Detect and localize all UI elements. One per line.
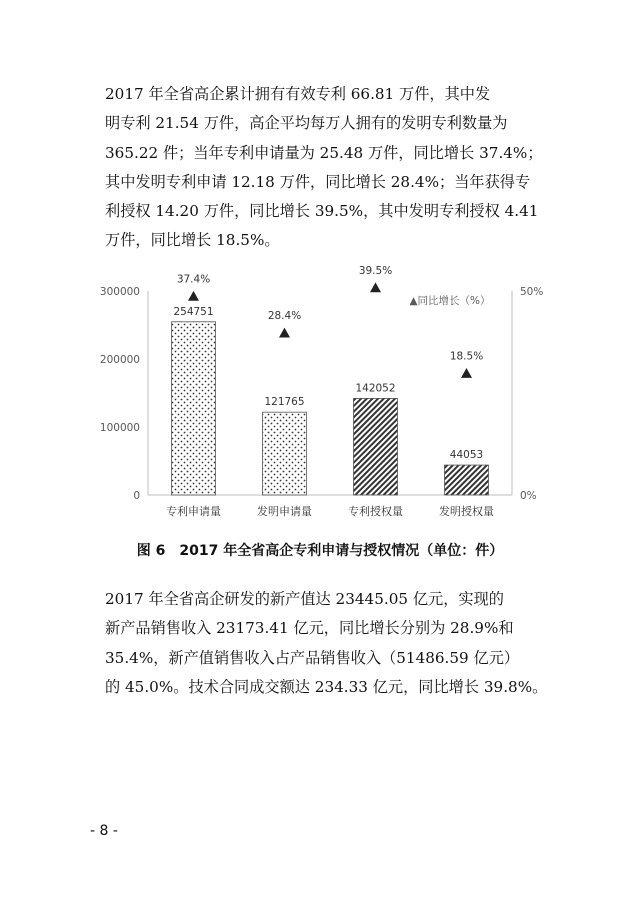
figure-caption: 图 6 2017 年全省高企专利申请与授权情况（单位：件） <box>136 543 504 559</box>
bar <box>445 465 489 495</box>
text-line: 新产品销售收入 23173.41 亿元，同比增长分别为 28.9%和 <box>105 619 514 638</box>
y-tick-label: 100000 <box>99 422 140 434</box>
y2-tick-label: 0% <box>520 490 537 502</box>
growth-triangle-marker <box>461 368 472 378</box>
y-tick-label: 300000 <box>99 286 140 298</box>
bar <box>263 412 307 495</box>
text-line: 2017 年全省高企累计拥有有效专利 66.81 万件，其中发 <box>105 85 491 103</box>
y2-tick-label: 50% <box>520 286 544 298</box>
paragraph-new-products <box>105 585 548 702</box>
text-line: 利授权 14.20 万件，同比增长 39.5%，其中发明专利授权 4.41 <box>105 202 539 221</box>
text-line: 2017 年全省高企研发的新产值达 23445.05 亿元，实现的 <box>105 590 504 608</box>
page-number: - 8 - <box>90 823 118 839</box>
text-line: 的 45.0%。技术合同成交额达 234.33 亿元，同比增长 39.8%。 <box>105 677 548 696</box>
text-line: 365.22 件；当年专利申请量为 25.48 万件，同比增长 37.4%； <box>105 143 543 162</box>
y-tick-label: 200000 <box>99 354 140 366</box>
paragraph-patents <box>105 80 545 256</box>
x-tick-label: 发明授权量 <box>439 505 494 518</box>
growth-triangle-marker <box>370 282 381 292</box>
text-line: 35.4%，新产值销售收入占产品销售收入（51486.59 亿元） <box>105 648 520 667</box>
growth-value-label: 28.4% <box>267 310 302 323</box>
x-tick-label: 专利授权量 <box>348 505 403 518</box>
text-line: 万件，同比增长 18.5%。 <box>105 231 280 250</box>
x-tick-label: 发明申请量 <box>257 505 312 518</box>
y-tick-label: 0 <box>133 490 140 502</box>
legend-growth: ▲同比增长（%） <box>409 295 491 307</box>
patent-chart <box>90 264 560 528</box>
growth-value-label: 39.5% <box>358 264 393 277</box>
bar <box>172 322 216 495</box>
bar <box>354 398 398 495</box>
bar-value-label: 142052 <box>355 382 396 395</box>
bar-value-label: 44053 <box>449 449 484 462</box>
text-line: 明专利 21.54 万件，高企平均每万人拥有的发明专利数量为 <box>105 114 508 133</box>
growth-triangle-marker <box>279 328 290 338</box>
growth-triangle-marker <box>188 291 199 301</box>
growth-value-label: 37.4% <box>176 273 211 286</box>
bar-value-label: 121765 <box>264 396 305 409</box>
bar-value-label: 254751 <box>173 305 214 318</box>
text-line: 其中发明专利申请 12.18 万件，同比增长 28.4%；当年获得专 <box>105 172 531 191</box>
x-tick-label: 专利申请量 <box>166 505 221 518</box>
growth-value-label: 18.5% <box>449 350 484 363</box>
